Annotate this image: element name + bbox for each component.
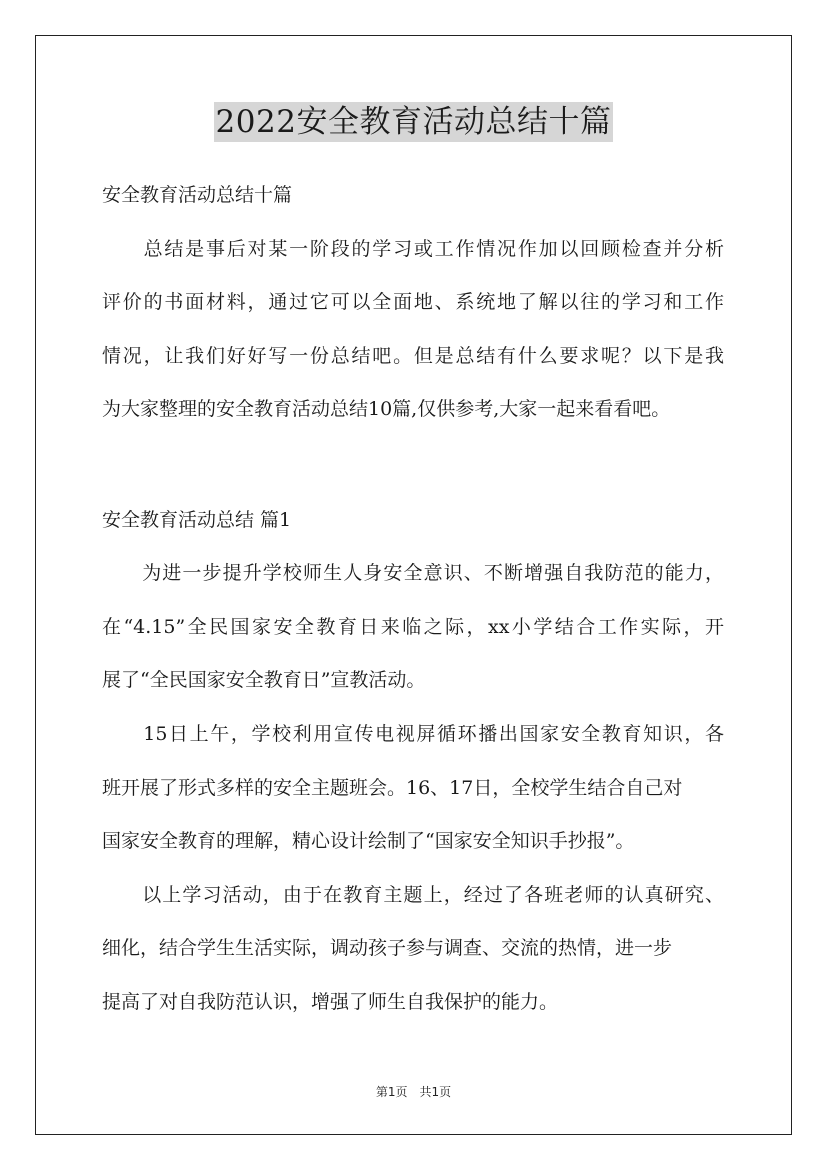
para3-line-1: 以上学习活动，由于在教育主题上，经过了各班老师的认真研究、 [102,884,724,906]
para1-line-2: 在“4.15”全民国家安全教育日来临之际，xx小学结合工作实际，开 [102,616,724,638]
para3-line-2: 细化，结合学生生活实际，调动孩子参与调查、交流的热情，进一步 [102,937,673,959]
intro-line-3: 情况，让我们好好写一份总结吧。但是总结有什么要求呢？以下是我 [102,345,724,367]
intro-line-4: 为大家整理的安全教育活动总结10篇,仅供参考,大家一起来看看吧。 [102,398,671,420]
para1-line-1: 为进一步提升学校师生人身安全意识、不断增强自我防范的能力， [102,562,724,584]
title-area [0,102,827,142]
document-title: 2022安全教育活动总结十篇 [215,104,612,140]
section-heading: 安全教育活动总结 篇1 [102,509,292,531]
para2-line-1: 15日上午，学校利用宣传电视屏循环播出国家安全教育知识，各 [102,723,724,745]
page-footer: 第1页 共1页 [375,1085,452,1099]
para1-line-3: 展了“全民国家安全教育日”宣教活动。 [102,669,426,691]
para3-line-3: 提高了对自我防范认识，增强了师生自我保护的能力。 [102,991,559,1013]
document-subtitle: 安全教育活动总结十篇 [102,184,293,206]
para2-line-3: 国家安全教育的理解，精心设计绘制了“国家安全知识手抄报”。 [102,830,635,852]
intro-line-2: 评价的书面材料，通过它可以全面地、系统地了解以往的学习和工作 [102,291,724,313]
para2-line-2: 班开展了形式多样的安全主题班会。16、17日，全校学生结合自己对 [102,777,683,799]
intro-line-1: 总结是事后对某一阶段的学习或工作情况作加以回顾检查并分析 [102,238,724,260]
